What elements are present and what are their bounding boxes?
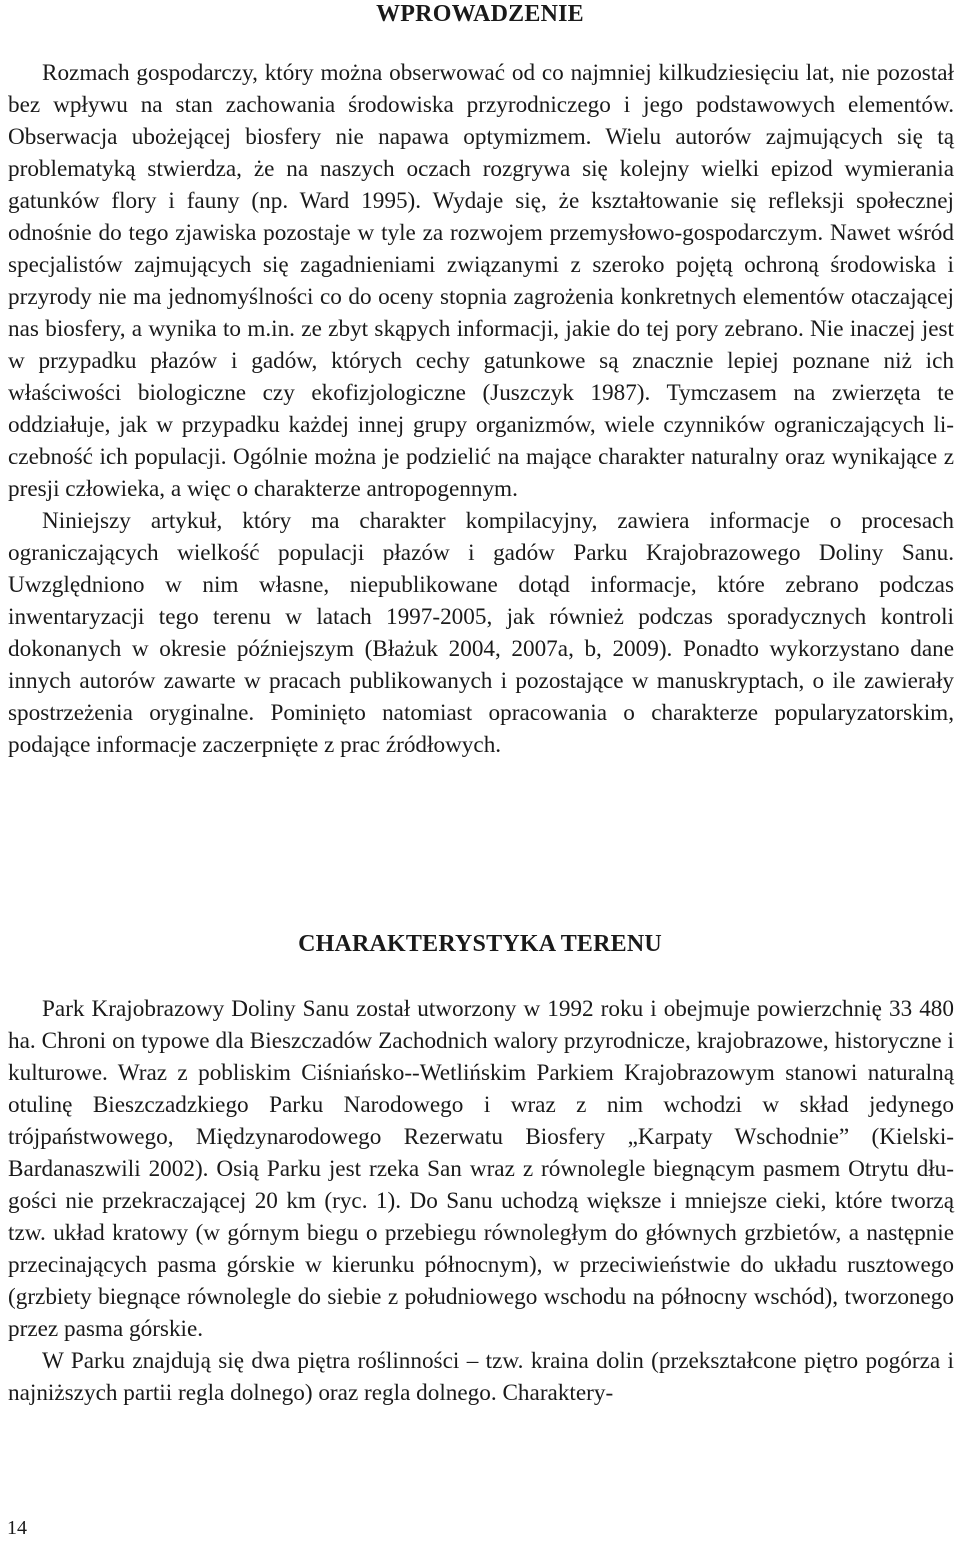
- paragraph: Niniejszy artykuł, który ma charakter kompilacyjny, zawiera informacje o procesach ograniczających wielkość populacji płazów i gadów Parku Krajobrazowego Doliny Sanu. Uwzględniono w nim własne, niepublikowane dotąd informacje, które zebrano podczas inwentaryzacji tego terenu w latach 1997-2005, jak również podczas sporadycznych kontroli dokonanych w okresie późniejszym (Błażuk 2004, 2007a, b, 2009). Ponadto wykorzystano dane innych autorów zawarte w pracach publikowanych i pozostające w manuskryptach, o ile zawierały spostrzeżenia oryginalne. Pominięto natomiast opracowania o charakterze popularyzatorskim, podające informacje zaczerpnięte z prac źródłowych.: [8, 508, 954, 758]
- paragraph: W Parku znajdują się dwa piętra roślinności – tzw. kraina dolin (przekształcone piętro pogórza i najniższych partii regla dolnego) oraz regla dolnego. Charaktery-: [8, 1348, 954, 1406]
- page-number: 14: [7, 1517, 27, 1539]
- introduction-body: [8, 57, 954, 761]
- paragraph: Rozmach gospodarczy, który można obserwować od co najmniej kilkudziesięciu lat, nie pozostał bez wpływu na stan zachowania środowiska przyrodniczego i jego podstawowych elementów. Obserwacja ubożejącej biosfery nie napawa optymizmem. Wielu autorów zajmujących się tą problematyką stwierdza, że na naszych oczach rozgrywa się kolejny wielki epizod wymierania gatunków flory i fauny (np. Ward 1995). Wydaje się, że kształtowanie się refleksji społecznej odnośnie do tego zjawiska pozostaje w tyle za rozwojem przemysłowo-gospodarczym. Nawet wśród specjalistów zajmujących się zagadnieniami związanymi z szeroko pojętą ochroną środowiska i przyrody nie ma jednomyślności co do oceny stopnia zagrożenia konkretnych elementów otaczającej nas biosfery, a wynika to m.in. ze zbyt skąpych informacji, jakie do tej pory zebrano. Nie inaczej jest w przypadku płazów i gadów, których cechy gatunkowe są znacznie lepiej poznane niż ich właściwości biologiczne czy ekofizjologiczne (Juszczyk 1987). Tymczasem na zwierzęta te oddziałuje, jak w przypadku każdej innej grupy organizmów, wiele czynników ograniczających liczebność ich populacji. Ogólnie można je podzielić na mające charakter naturalny oraz wynikające z presji człowieka, a więc o charakterze antropogennym.: [8, 60, 954, 502]
- paragraph: Park Krajobrazowy Doliny Sanu został utworzony w 1992 roku i obejmuje powierzchnię 33 480 ha. Chroni on typowe dla Bieszczadów Zachodnich walory przyrodnicze, krajobrazowe, historyczne i kulturowe. Wraz z pobliskim Ciśniańsko-​-Wetlińskim Parkiem Krajobrazowym stanowi naturalną otulinę Bieszczadzkiego Parku Narodowego i wraz z nim wchodzi w skład jedynego trójpaństwowego, Międzynarodowego Rezerwatu Biosfery „Karpaty Wschodnie” (Kielski-Bardanaszwili 2002). Osią Parku jest rzeka San wraz z równolegle biegnącym pasmem Otrytu długości nie przekraczającej 20 km (ryc. 1). Do Sanu uchodzą większe i mniejsze cieki, które tworzą tzw. układ kratowy (w górnym biegu o przebiegu równoległym do głównych grzbietów, a następnie przecinających pasma górskie w kierunku północnym), w przeciwieństwie do układu rusztowego (grzbiety biegnące równolegle do siebie z południowego wschodu na północny wschód), tworzonego przez pasma górskie.: [8, 996, 954, 1342]
- section-heading-area-description: CHARAKTERYSTYKA TERENU: [298, 931, 662, 957]
- area-description-body: [8, 993, 954, 1409]
- section-heading-introduction: WPROWADZENIE: [376, 1, 584, 27]
